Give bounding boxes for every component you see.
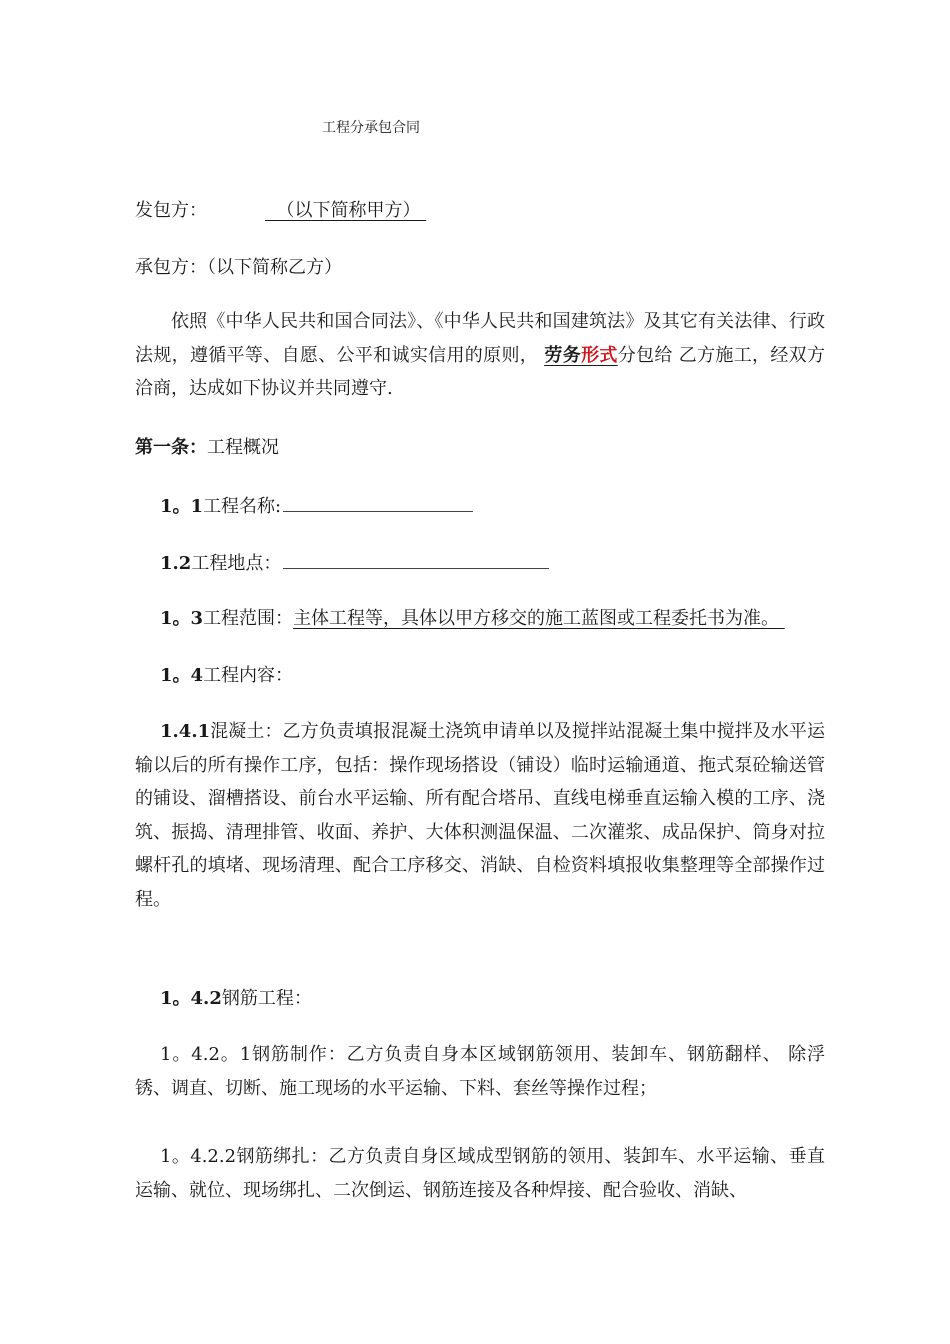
article1-heading-bold: 第一条： xyxy=(135,437,207,458)
contract-title: 工程分承包合同 xyxy=(322,120,420,136)
item-1-4-2 xyxy=(160,988,312,1010)
party-a-label: 发包方： xyxy=(135,200,207,221)
item-1-4-2-1-num: 1。4.2。1 xyxy=(160,1044,252,1065)
intro-emphasis xyxy=(544,345,618,366)
item-1-2-label: 工程地点： xyxy=(191,553,282,574)
item-1-1-label: 工程名称: xyxy=(203,496,282,517)
item-1-2 xyxy=(160,552,549,575)
item-1-2-num: 1.2 xyxy=(160,553,192,574)
item-1-3-num: 1。3 xyxy=(160,608,204,629)
intro-bold-red: 形式 xyxy=(581,344,618,366)
item-1-4-1-num: 1.4.1 xyxy=(160,721,211,742)
item-1-4-2-2-num: 1。4.2.2 xyxy=(160,1146,237,1167)
item-1-1-num: 1。1 xyxy=(160,496,204,517)
item-1-1 xyxy=(160,495,473,518)
item-1-3-value: 主体工程等，具体以甲方移交的施工蓝图或工程委托书为准。 xyxy=(293,608,780,629)
article1-heading-rest: 工程概况 xyxy=(207,437,279,458)
item-1-4-2-num: 1。4.2 xyxy=(160,988,222,1009)
item-1-4-2-label: 钢筋工程： xyxy=(221,988,312,1009)
article1-heading xyxy=(135,437,279,459)
item-1-4-2-1-text: 钢筋制作：乙方负责自身本区域钢筋领用、装卸车、钢筋翻样、 除浮锈、调直、切断、施工现场的水平运输、下料、套丝等操作过程； xyxy=(135,1044,826,1099)
intro-text-1: 依照《中华人民共和国合同法》、《中华人民共和国建筑法》及其它有关法律、行政法规，遵循平等、自愿、公平和诚实信用的原则， xyxy=(135,311,825,366)
item-1-3-label: 工程范围： xyxy=(203,608,294,629)
item-1-1-blank xyxy=(283,495,473,512)
party-b-line: 承包方：（以下简称乙方） xyxy=(135,257,342,278)
intro-bold-dark: 劳务 xyxy=(544,344,582,366)
item-1-4-2-1 xyxy=(135,1038,825,1105)
item-1-2-blank xyxy=(283,552,549,569)
item-1-4-2-2 xyxy=(135,1140,825,1207)
item-1-4-1-text: 混凝土：乙方负责填报混凝土浇筑申请单以及搅拌站混凝土集中搅拌及水平运输以后的所有操作工序，包括：操作现场搭设（铺设）临时运输通道、拖式泵砼输送管的铺设、溜槽搭设、前台水平运输、所有配合塔吊、直线电梯垂直运输入模的工序、浇筑、振捣、清理排管、收面、养护、大体积测温保温、二次灌浆、成品保护、筒身对拉螺杆孔的填堵、现场清理、配合工序移交、消缺、自检资料填报收集整理等全部操作过程。 xyxy=(135,721,825,910)
item-1-4-2-2-text: 钢筋绑扎：乙方负责自身区域成型钢筋的领用、装卸车、水平运输、垂直运输、就位、现场绑扎、二次倒运、钢筋连接及各种焊接、配合验收、消缺、 xyxy=(135,1146,825,1201)
party-a-note: （以下简称甲方） xyxy=(276,200,421,221)
item-1-4 xyxy=(160,665,293,687)
item-1-4-label: 工程内容： xyxy=(203,665,294,686)
intro-paragraph xyxy=(135,305,825,406)
party-a-line xyxy=(135,200,426,222)
item-1-3 xyxy=(160,608,785,630)
item-1-4-1 xyxy=(135,715,825,916)
item-1-4-num: 1。4 xyxy=(160,665,204,686)
intro-text-2: 分包给 乙方施工，经双方洽商，达成如下协议并共同遵守. xyxy=(135,344,826,399)
